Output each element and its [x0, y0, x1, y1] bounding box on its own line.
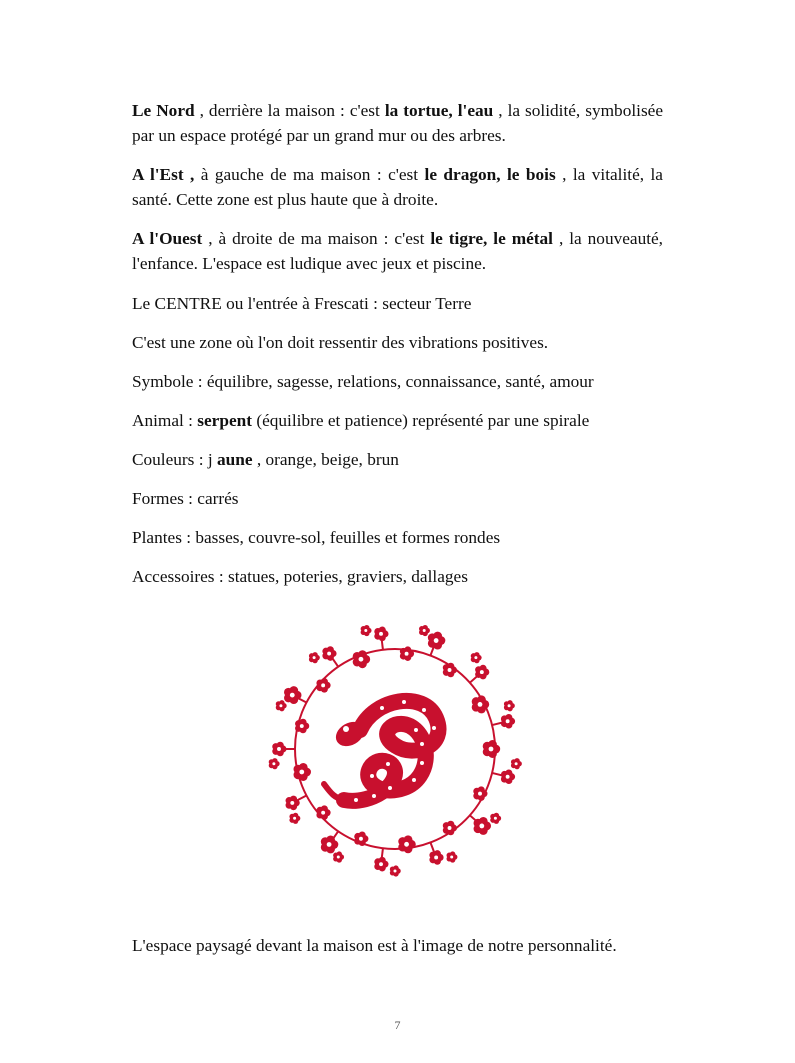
line-accessoires: Accessoires : statues, poteries, graviers, dallages	[132, 567, 468, 586]
line-centre: Le CENTRE ou l'entrée à Frescati : secteur Terre	[132, 294, 472, 313]
illustration-svg	[264, 618, 526, 880]
nord-emphasis: la tortue, l'eau	[384, 101, 494, 120]
closing-paragraph: L'espace paysagé devant la maison est à l'image de notre personnalité.	[132, 936, 617, 955]
page-number: 7	[394, 1018, 401, 1032]
blossom-icon	[475, 665, 489, 680]
blossom-icon	[447, 851, 458, 862]
line-zone: C'est une zone où l'on doit ressentir des vibrations positives.	[132, 333, 549, 352]
blossom-icon	[429, 850, 443, 865]
blossom-icon	[490, 813, 501, 824]
blossom-icon	[483, 740, 500, 758]
ouest-heading: A l'Ouest	[132, 229, 203, 248]
blossom-icon	[284, 686, 301, 704]
line-couleurs	[132, 447, 399, 472]
line-plantes: Plantes : basses, couvre-sol, feuilles et formes rondes	[132, 528, 501, 547]
paragraph-ouest	[132, 226, 663, 276]
nord-text-2: , la solidité, symbolisée par un espace protégé par un grand mur ou des arbres.	[132, 101, 664, 145]
ouest-text-1: , à droite de ma maison : c'est	[202, 229, 431, 248]
blossom-icon	[316, 678, 330, 693]
blossom-icon	[289, 813, 300, 824]
est-heading: A l'Est ,	[132, 165, 195, 184]
blossom-icon	[361, 625, 372, 636]
ouest-emphasis: le tigre, le métal	[430, 229, 553, 248]
animal-label: Animal :	[132, 411, 198, 430]
blossom-icon	[276, 700, 287, 711]
blossom-icon	[398, 835, 415, 853]
animal-text: (équilibre et patience) représenté par une spirale	[252, 411, 590, 430]
animal-emphasis: serpent	[197, 411, 252, 430]
line-symbole: Symbole : équilibre, sagesse, relations, connaissance, santé, amour	[132, 372, 594, 391]
blossom-icon	[474, 817, 491, 835]
snake-blossom-wreath-icon	[264, 618, 526, 880]
blossom-icon	[443, 663, 457, 678]
nord-heading: Le Nord	[132, 101, 195, 120]
blossom-icon	[272, 742, 286, 757]
blossom-icon	[390, 865, 401, 876]
blossom-icon	[294, 763, 311, 781]
paragraph-nord	[132, 98, 663, 148]
blossom-icon	[419, 625, 430, 636]
est-emphasis: le dragon, le bois	[424, 165, 556, 184]
blossom-icon	[504, 700, 515, 711]
line-formes: Formes : carrés	[132, 489, 239, 508]
paragraph-est	[132, 162, 663, 212]
snake-icon	[324, 700, 439, 802]
blossom-icon	[269, 758, 280, 769]
blossom-icon	[428, 632, 445, 650]
blossom-icon	[374, 857, 388, 872]
blossom-icon	[443, 821, 457, 836]
blossom-icon	[501, 769, 515, 784]
blossom-icon	[286, 796, 300, 811]
blossom-icon	[316, 805, 330, 820]
blossom-icon	[501, 714, 515, 729]
blossom-icon	[471, 652, 482, 663]
blossom-icon	[322, 646, 336, 661]
blossom-icon	[333, 851, 344, 862]
couleurs-emphasis: aune	[216, 450, 253, 469]
blossom-icon	[511, 758, 522, 769]
nord-text-1: , derrière la maison : c'est	[194, 101, 385, 120]
blossom-icon	[473, 786, 487, 801]
line-animal	[132, 408, 589, 433]
blossom-icon	[374, 627, 388, 642]
couleurs-text: , orange, beige, brun	[252, 450, 399, 469]
blossom-icon	[309, 652, 320, 663]
blossom-icon	[400, 646, 414, 661]
couleurs-label: Couleurs : j	[132, 450, 217, 469]
est-text-2: , la vitalité, la santé. Cette zone est plus haute que à droite.	[132, 165, 663, 209]
blossom-icon	[295, 719, 309, 734]
est-text-1: à gauche de ma maison : c'est	[194, 165, 425, 184]
ouest-text-2: , la nouveauté, l'enfance. L'espace est ludique avec jeux et piscine.	[132, 229, 664, 273]
blossom-icon	[321, 836, 338, 854]
